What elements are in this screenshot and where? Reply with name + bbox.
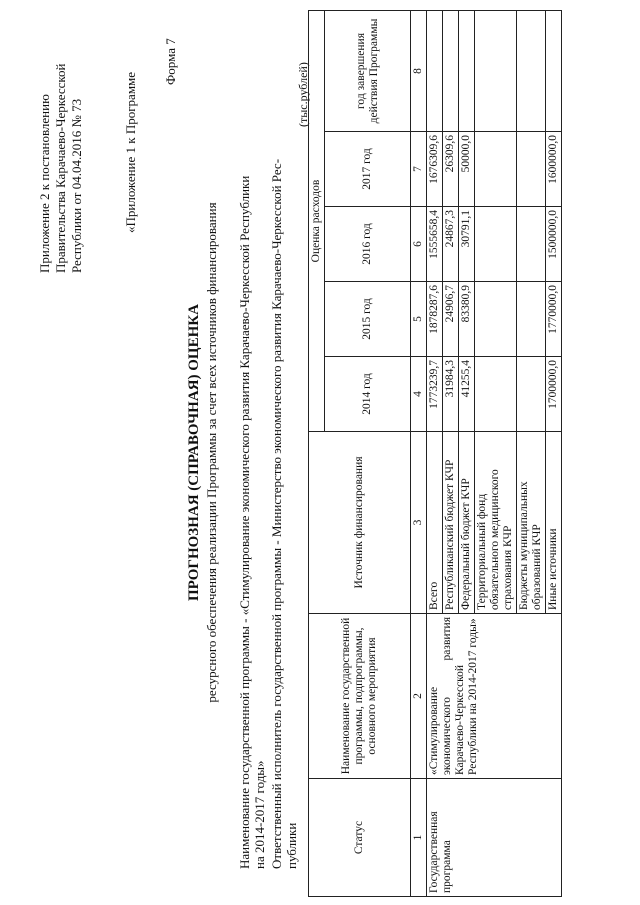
source-cell: Территориальный фонд обязательного медицинского страхования КЧР: [475, 432, 517, 614]
appendix-2-line-2: Правительства Карачаево-Черкесской: [53, 63, 68, 273]
column-number-row: [411, 11, 427, 897]
col-number: 2: [411, 614, 427, 779]
value-2014: [517, 357, 546, 432]
col-number: 4: [411, 357, 427, 432]
source-cell: Республиканский бюджет КЧР: [443, 432, 459, 614]
col-number: 3: [411, 432, 427, 614]
value-2016: 1555658,4: [427, 207, 443, 282]
program-name-line-1: Наименование государственной программы - «Стимулирование экономического развития Карачаево-Черкесской Республики: [237, 175, 252, 869]
header-2014: 2014 год: [325, 357, 411, 432]
value-end: [546, 11, 562, 132]
value-2015: 1770000,0: [546, 282, 562, 357]
value-2016: 1500000,0: [546, 207, 562, 282]
value-2017: 26309,6: [443, 132, 459, 207]
source-cell: Иные источники: [546, 432, 562, 614]
col-number: 5: [411, 282, 427, 357]
value-2016: 30791,1: [459, 207, 475, 282]
col-number: 6: [411, 207, 427, 282]
executor-line-2: публики: [284, 822, 299, 869]
header-end-year: год завершения действия Программы: [325, 11, 411, 132]
value-2014: [475, 357, 517, 432]
col-number: 8: [411, 11, 427, 132]
value-2016: 24867,3: [443, 207, 459, 282]
program-name: [237, 9, 267, 869]
value-end: [427, 11, 443, 132]
value-2017: [517, 132, 546, 207]
value-2015: 24906,7: [443, 282, 459, 357]
header-expenses: Оценка расходов: [309, 11, 325, 432]
program-name-cell: «Стимулирование экономического развития Карачаево-Черкесской Республики на 2014-2017 годы»: [427, 614, 562, 779]
header-2017: 2017 год: [325, 132, 411, 207]
value-2016: [475, 207, 517, 282]
document-subtitle: ресурсного обеспечения реализации Программы за счет всех источников финансирования: [204, 202, 219, 703]
status-cell: Государственная программа: [427, 779, 562, 897]
appendix-2-line-3: Республики от 04.04.2016 № 73: [69, 98, 84, 273]
source-cell: Всего: [427, 432, 443, 614]
value-2014: 1773239,7: [427, 357, 443, 432]
col-number: 1: [411, 779, 427, 897]
value-end: [443, 11, 459, 132]
value-2017: 1600000,0: [546, 132, 562, 207]
value-end: [475, 11, 517, 132]
table-row-total: [427, 11, 443, 897]
col-number: 7: [411, 132, 427, 207]
value-end: [459, 11, 475, 132]
units-label: (тыс.рублей): [296, 62, 310, 127]
value-2017: [475, 132, 517, 207]
appendix-1-note: «Приложение 1 к Программе: [123, 71, 138, 233]
header-source: Источник финансирования: [309, 432, 411, 614]
value-end: [517, 11, 546, 132]
program-name-line-2: на 2014-2017 годы»: [252, 760, 267, 869]
header-row-1: [309, 11, 325, 897]
appendix-2-line-1: Приложение 2 к постановлению: [37, 94, 52, 273]
value-2016: [517, 207, 546, 282]
header-2016: 2016 год: [325, 207, 411, 282]
value-2014: 1700000,0: [546, 357, 562, 432]
value-2015: 1878287,6: [427, 282, 443, 357]
source-cell: Бюджеты муниципальных образований КЧР: [517, 432, 546, 614]
appendix-2-note: [37, 64, 85, 274]
value-2015: 83380,9: [459, 282, 475, 357]
header-status: Статус: [309, 779, 411, 897]
value-2015: [475, 282, 517, 357]
value-2014: 41255,4: [459, 357, 475, 432]
value-2014: 31984,3: [443, 357, 459, 432]
value-2017: 50000,0: [459, 132, 475, 207]
document-title: ПРОГНОЗНАЯ (СПРАВОЧНАЯ) ОЦЕНКА: [186, 304, 202, 601]
executor-line-1: Ответственный исполнитель государственной программы - Министерство экономического развития Карачаево-Черкесской Рес-: [269, 158, 284, 869]
value-2015: [517, 282, 546, 357]
value-2017: 1676309,6: [427, 132, 443, 207]
responsible-executor: [269, 9, 299, 869]
source-cell: Федеральный бюджет КЧР: [459, 432, 475, 614]
form-number: Форма 7: [163, 38, 178, 85]
header-name: Наименование государственной программы, подпрограммы, основного мероприятия: [309, 614, 411, 779]
resource-estimate-table: [308, 10, 562, 897]
header-2015: 2015 год: [325, 282, 411, 357]
